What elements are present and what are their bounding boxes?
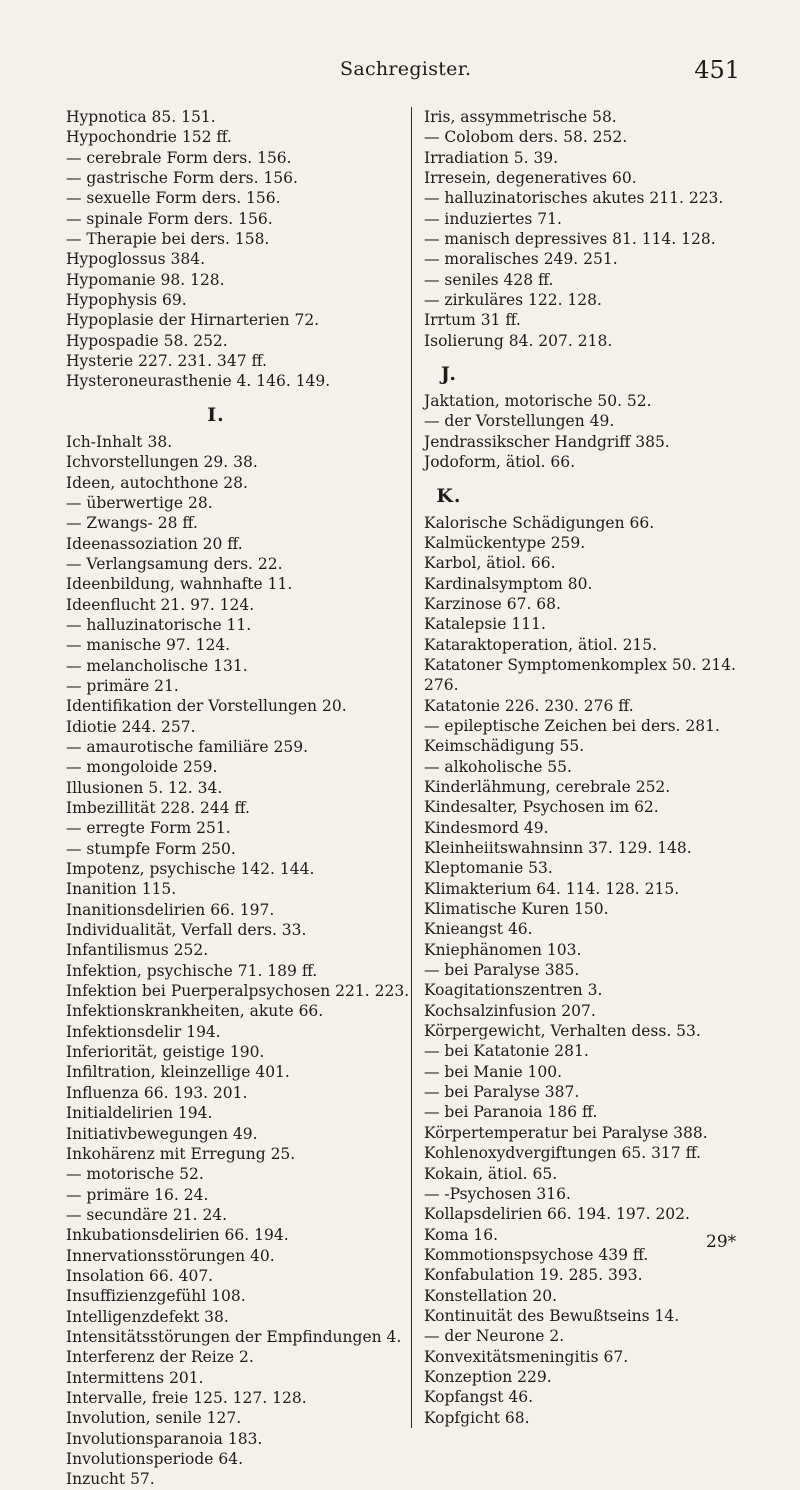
index-entry: Inanition 115. [66,880,177,899]
index-entry: Interferenz der Reize 2. [66,1348,254,1367]
index-entry: Infektionsdelir 194. [66,1022,221,1041]
index-entry: — epileptische Zeichen bei ders. 281. [424,716,720,735]
index-entry: — Therapie bei ders. 158. [66,230,270,249]
index-entry: — halluzinatorisches akutes 211. 223. [424,189,724,208]
index-entry: Kinderlähmung, cerebrale 252. [424,777,671,796]
index-entry: Infiltration, kleinzellige 401. [66,1063,290,1082]
index-entry: — erregte Form 251. [66,819,231,838]
index-entry: Iris, assymmetrische 58. [424,108,617,126]
index-entry: Hypoplasie der Hirnarterien 72. [66,311,320,330]
index-entry: — bei Paralyse 385. [424,961,580,980]
index-entry: Idiotie 244. 257. [66,717,196,736]
index-entry: Kalmückentype 259. [424,533,586,552]
index-entry: Innervationsstörungen 40. [66,1246,275,1265]
index-entry: Kleptomanie 53. [424,859,553,878]
index-entry: Körpergewicht, Verhalten dess. 53. [424,1022,701,1041]
entries-i-continued [424,107,769,351]
running-title: Sachregister. [340,58,472,80]
index-entry: Kalorische Schädigungen 66. [424,513,655,532]
index-entry: Ich-Inhalt 38. [66,432,173,451]
index-entry: Konzeption 229. [424,1367,552,1386]
index-entry: Irresein, degeneratives 60. [424,169,637,188]
index-entry: — seniles 428 ff. [424,270,554,289]
index-entry: Insolation 66. 407. [66,1266,214,1285]
index-entry: Kochsalzinfusion 207. [424,1001,596,1020]
index-entry: — manische 97. 124. [66,636,231,655]
index-entry: Jaktation, motorische 50. 52. [424,392,652,411]
index-entry: Ichvorstellungen 29. 38. [66,453,258,472]
index-entry: — bei Manie 100. [424,1062,563,1081]
sheet-signature: 29* [706,1232,737,1252]
index-entry: — moralisches 249. 251. [424,250,618,269]
index-entry: Koma 16. [424,1225,499,1244]
index-entry: — der Vorstellungen 49. [424,412,615,431]
index-entry: Inkubationsdelirien 66. 194. [66,1226,289,1245]
index-entry: Ideenassoziation 20 ff. [66,534,243,553]
index-entry: Involution, senile 127. [66,1409,242,1428]
index-entry: Ideenbildung, wahnhafte 11. [66,575,293,594]
index-entry: Hypophysis 69. [66,291,187,310]
index-entry: — secundäre 21. 24. [66,1205,228,1224]
index-entry: Isolierung 84. 207. 218. [424,331,613,350]
index-entry: Kommotionspsychose 439 ff. [424,1245,649,1264]
index-entry: Involutionsperiode 64. [66,1450,244,1468]
index-entry: Illusionen 5. 12. 34. [66,778,223,797]
index-entry: Initiativbewegungen 49. [66,1124,258,1143]
index-entry: Intensitätsstörungen der Empfindungen 4. [66,1327,402,1346]
index-entry: Insuffizienzgefühl 108. [66,1287,246,1306]
index-entry: — cerebrale Form ders. 156. [66,148,292,167]
index-entry: Körpertemperatur bei Paralyse 388. [424,1123,708,1142]
index-entry: Hysterie 227. 231. 347 ff. [66,352,267,371]
entries-k [424,513,769,1428]
index-entry: Intermittens 201. [66,1368,204,1387]
page-number: 451 [694,56,740,84]
index-entry: Kardinalsymptom 80. [424,574,593,593]
index-entry: Inanitionsdelirien 66. 197. [66,900,275,919]
index-entry: Kopfangst 46. [424,1388,534,1407]
section-letter-j: J. [440,363,458,386]
index-entry: — stumpfe Form 250. [66,839,236,858]
section-letter-k: K. [436,484,462,507]
index-entry: — alkoholische 55. [424,757,572,776]
index-entry: Infektion, psychische 71. 189 ff. [66,961,318,980]
index-entry: Hysteroneurasthenie 4. 146. 149. [66,372,331,391]
index-entry: Katatonie 226. 230. 276 ff. [424,696,634,715]
index-entry: Infektion bei Puerperalpsychosen 221. 223. [66,982,410,1001]
index-entry: Katalepsie 111. [424,615,546,634]
index-entry: Infektionskrankheiten, akute 66. [66,1002,324,1021]
index-entry: Konvexitätsmeningitis 67. [424,1347,629,1366]
index-entry: — Verlangsamung ders. 22. [66,554,283,573]
index-entry: Identifikation der Vorstellungen 20. [66,697,347,716]
index-entry: — bei Paranoia 186 ff. [424,1103,598,1122]
index-entry: Hypochondrie 152 ff. [66,128,232,147]
index-entry: Inkohärenz mit Erregung 25. [66,1144,296,1163]
index-entry: Initialdelirien 194. [66,1104,213,1123]
index-entry: Kleinheiitswahnsinn 37. 129. 148. [424,839,692,857]
index-entry: Karzinose 67. 68. [424,594,561,613]
entries-h [66,107,404,392]
index-entry: Konstellation 20. [424,1286,558,1305]
index-entry: Klimakterium 64. 114. 128. 215. [424,879,680,898]
index-entry: Jendrassikscher Handgriff 385. [424,432,670,451]
index-entry: Jodoform, ätiol. 66. [424,453,576,472]
index-entry: Hypomanie 98. 128. [66,270,225,289]
entries-i [66,432,410,1490]
index-entry: Kataraktoperation, ätiol. 215. [424,635,658,654]
index-entry: Irradiation 5. 39. [424,148,559,167]
index-entry: Inzucht 57. [66,1470,155,1489]
index-entry: Inferiorität, geistige 190. [66,1043,265,1062]
index-entry: Imbezillität 228. 244 ff. [66,799,250,817]
index-entry: — Colobom ders. 58. 252. [424,128,628,147]
index-entry: Keimschädigung 55. [424,737,585,756]
index-entry: Irrtum 31 ff. [424,311,521,330]
index-entry: — mongoloide 259. [66,758,218,777]
index-entry: — bei Paralyse 387. [424,1083,580,1102]
index-entry: — spinale Form ders. 156. [66,209,273,228]
index-entry: Influenza 66. 193. 201. [66,1083,248,1102]
index-entry: — der Neurone 2. [424,1327,565,1346]
index-entry: Hypoglossus 384. [66,250,206,269]
index-entry: Koagitationszentren 3. [424,981,603,1000]
index-entry: Kindesmord 49. [424,818,549,837]
running-head [0,56,800,86]
index-entry: — primäre 21. [66,676,179,695]
index-entry: — zirkuläres 122. 128. [424,291,602,310]
index-entry: Intelligenzdefekt 38. [66,1307,229,1326]
index-entry: Konfabulation 19. 285. 393. [424,1266,643,1285]
index-entry: — melancholische 131. [66,656,248,675]
index-entry: — manisch depressives 81. 114. 128. [424,230,716,249]
index-entry: Individualität, Verfall ders. 33. [66,921,307,940]
index-entry: — bei Katatonie 281. [424,1042,589,1061]
index-entry: Kopfgicht 68. [424,1408,530,1427]
index-entry: Kokain, ätiol. 65. [424,1164,558,1183]
index-entry: Klimatische Kuren 150. [424,900,609,919]
index-entry: — amaurotische familiäre 259. [66,737,309,756]
index-entry: — sexuelle Form ders. 156. [66,189,281,208]
index-entry: Kohlenoxydvergiftungen 65. 317 ff. [424,1144,701,1163]
index-entry: Intervalle, freie 125. 127. 128. [66,1388,307,1407]
index-entry: — halluzinatorische 11. [66,615,252,634]
index-entry: Involutionsparanoia 183. [66,1429,263,1448]
section-letter-i: I. [207,403,225,426]
index-entry: Katatoner Symptomenkomplex 50. 214. 276. [424,655,736,695]
index-entry: Kollapsdelirien 66. 194. 197. 202. [424,1205,690,1224]
index-entry: — Zwangs- 28 ff. [66,514,198,533]
index-entry: — überwertige 28. [66,493,213,512]
index-column-right [411,107,769,1428]
index-entry: — gastrische Form ders. 156. [66,169,298,188]
entries-j [424,391,769,472]
index-entry: Kindesalter, Psychosen im 62. [424,798,659,817]
index-entry: Ideen, autochthone 28. [66,473,248,492]
index-entry: Hypnotica 85. 151. [66,108,216,126]
index-entry: — motorische 52. [66,1165,204,1184]
index-column-left [66,107,410,1490]
index-entry: — -Psychosen 316. [424,1184,571,1203]
index-entry: Hypospadie 58. 252. [66,331,228,350]
index-entry: Kniephänomen 103. [424,940,582,959]
index-entry: — induziertes 71. [424,209,562,228]
index-entry: Kontinuität des Bewußtseins 14. [424,1306,680,1325]
index-entry: Karbol, ätiol. 66. [424,554,556,573]
index-entry: — primäre 16. 24. [66,1185,209,1204]
index-entry: Infantilismus 252. [66,941,209,960]
index-entry: Knieangst 46. [424,920,533,939]
index-entry: Ideenflucht 21. 97. 124. [66,595,255,614]
index-entry: Impotenz, psychische 142. 144. [66,860,315,879]
